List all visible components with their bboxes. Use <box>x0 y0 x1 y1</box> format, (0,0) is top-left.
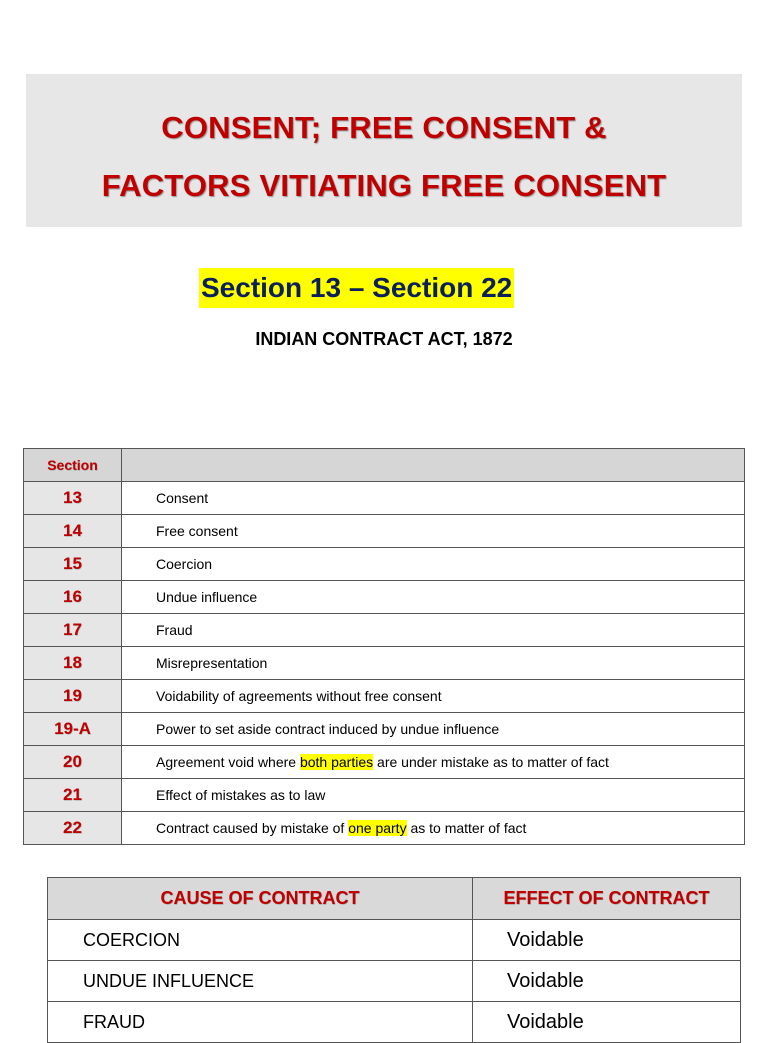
section-number: 13 <box>24 482 122 515</box>
table-row <box>24 779 745 812</box>
section-description: Free consent <box>122 515 745 548</box>
section-description: Voidability of agreements without free consent <box>122 680 745 713</box>
table-row <box>24 614 745 647</box>
section-description: Effect of mistakes as to law <box>122 779 745 812</box>
title-line-2: FACTORS VITIATING FREE CONSENT <box>101 168 667 203</box>
table-row <box>24 680 745 713</box>
cause-column-header: CAUSE OF CONTRACT <box>48 878 473 920</box>
highlighted-phrase: one party <box>348 820 407 836</box>
effect-cell: Voidable <box>473 961 741 1002</box>
section-description: Power to set aside contract induced by undue influence <box>122 713 745 746</box>
description-column-header <box>122 449 745 482</box>
section-description: Fraud <box>122 614 745 647</box>
sections-table-header <box>24 449 745 482</box>
section-number: 21 <box>24 779 122 812</box>
section-number: 22 <box>24 812 122 845</box>
section-number: 15 <box>24 548 122 581</box>
effect-cell: Voidable <box>473 920 741 961</box>
cause-cell: UNDUE INFLUENCE <box>48 961 473 1002</box>
section-range-heading: Section 13 – Section 22 <box>199 268 514 308</box>
description-text: as to matter of fact <box>406 820 527 836</box>
section-number: 18 <box>24 647 122 680</box>
table-row <box>24 515 745 548</box>
title-banner <box>26 74 742 227</box>
cause-cell: COERCION <box>48 920 473 961</box>
section-description <box>122 746 745 779</box>
section-number: 14 <box>24 515 122 548</box>
section-number: 19 <box>24 680 122 713</box>
effects-table-header <box>48 878 741 920</box>
table-row <box>24 647 745 680</box>
table-row <box>24 482 745 515</box>
table-row <box>24 812 745 845</box>
table-row <box>24 581 745 614</box>
title-line-1: CONSENT; FREE CONSENT & <box>161 110 607 145</box>
table-row <box>24 746 745 779</box>
section-number: 16 <box>24 581 122 614</box>
effect-column-header: EFFECT OF CONTRACT <box>473 878 741 920</box>
table-row <box>48 920 741 961</box>
section-description: Misrepresentation <box>122 647 745 680</box>
section-description: Consent <box>122 482 745 515</box>
effects-table <box>47 877 741 1043</box>
act-name: INDIAN CONTRACT ACT, 1872 <box>255 329 513 349</box>
table-row <box>48 1002 741 1043</box>
section-column-header: Section <box>24 449 122 482</box>
cause-cell: FRAUD <box>48 1002 473 1043</box>
effect-cell: Voidable <box>473 1002 741 1043</box>
table-row <box>24 548 745 581</box>
section-number: 20 <box>24 746 122 779</box>
highlighted-phrase: both parties <box>299 754 374 770</box>
sections-table <box>23 448 745 845</box>
table-row <box>48 961 741 1002</box>
section-description: Undue influence <box>122 581 745 614</box>
description-text: Agreement void where <box>156 754 300 770</box>
table-row <box>24 713 745 746</box>
section-description <box>122 812 745 845</box>
description-text: Contract caused by mistake of <box>156 820 349 836</box>
description-text: are under mistake as to matter of fact <box>373 754 609 770</box>
section-number: 19-A <box>24 713 122 746</box>
section-description: Coercion <box>122 548 745 581</box>
section-number: 17 <box>24 614 122 647</box>
